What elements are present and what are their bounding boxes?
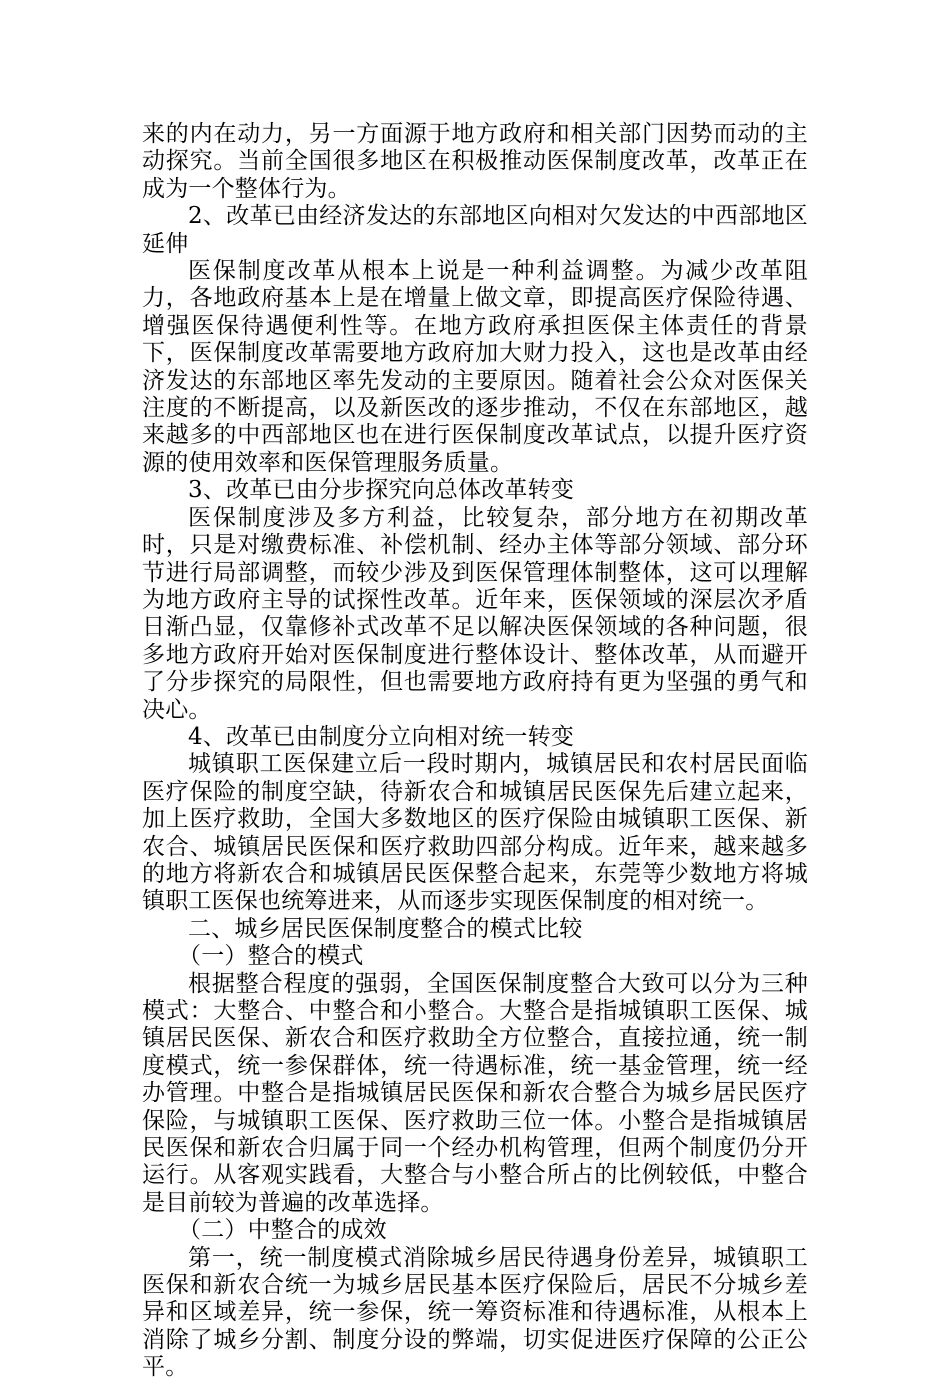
subsection-heading-1: （一）整合的模式 (178, 943, 364, 970)
document-page (142, 121, 808, 1382)
subheading-reform-4: 4、改革已由制度分立向相对统一转变 (188, 723, 575, 750)
paragraph-reform-2-body: 医保制度改革从根本上说是一种利益调整。为减少改革阻力，各地政府基本上是在增量上做文章，即提高医疗保险待遇、增强医保待遇便利性等。在地方政府承担医保主体责任的背景下，医保制度改革需要地方政府加大财力投入，这也是改革由经济发达的东部地区率先发动的主要原因。随着社会公众对医保关注度的不断提高，以及新医改的逐步推动，不仅在东部地区，越来越多的中西部地区也在进行医保制度改革试点，以提升医疗资源的使用效率和医保管理服务质量。 (142, 258, 808, 476)
paragraph-first-effect: 第一，统一制度模式消除城乡居民待遇身份差异，城镇职工医保和新农合统一为城乡居民基本医疗保险后，居民不分城乡差异和区域差异，统一参保，统一筹资标准和待遇标准，从根本上消除了城乡分割、制度分设的弊端，切实促进医疗保障的公正公平。 (142, 1244, 808, 1381)
paragraph-continuation: 来的内在动力，另一方面源于地方政府和相关部门因势而动的主动探究。当前全国很多地区在积极推动医保制度改革，改革正在成为一个整体行为。 (142, 121, 808, 202)
paragraph-reform-3-body: 医保制度涉及多方利益，比较复杂，部分地方在初期改革时，只是对缴费标准、补偿机制、经办主体等部分领域、部分环节进行局部调整，而较少涉及到医保管理体制整体，这可以理解为地方政府主导的试探性改革。近年来，医保领域的深层次矛盾日渐凸显，仅靠修补式改革不足以解决医保领域的各种问题，很多地方政府开始对医保制度进行整体设计、整体改革，从而避开了分步探究的局限性，但也需要地方政府持有更为坚强的勇气和决心。 (142, 504, 808, 723)
paragraph-reform-4-body: 城镇职工医保建立后一段时期内，城镇居民和农村居民面临医疗保险的制度空缺，待新农合和城镇居民医保先后建立起来，加上医疗救助，全国大多数地区的医疗保险由城镇职工医保、新农合、城镇居民医保和医疗救助四部分构成。近年来，越来越多的地方将新农合和城镇居民医保整合起来，东莞等少数地方将城镇职工医保也统筹进来，从而逐步实现医保制度的相对统一。 (142, 751, 808, 915)
subheading-reform-2: 2、改革已由经济发达的东部地区向相对欠发达的中西部地区延伸 (142, 203, 808, 257)
paragraph-integration-modes: 根据整合程度的强弱，全国医保制度整合大致可以分为三种模式：大整合、中整合和小整合。大整合是指城镇职工医保、城镇居民医保、新农合和医疗救助全方位整合，直接拉通，统一制度模式，统一参保群体，统一待遇标准，统一基金管理，统一经办管理。中整合是指城镇居民医保和新农合整合为城乡居民医疗保险，与城镇职工医保、医疗救助三位一体。小整合是指城镇居民医保和新农合归属于同一个经办机构管理，但两个制度仍分开运行。从客观实践看，大整合与小整合所占的比例较低，中整合是目前较为普遍的改革选择。 (142, 970, 808, 1216)
subsection-heading-2: （二）中整合的成效 (178, 1217, 387, 1244)
section-heading-2: 二、城乡居民医保制度整合的模式比较 (188, 915, 583, 942)
subheading-reform-3: 3、改革已由分步探究向总体改革转变 (188, 477, 575, 504)
